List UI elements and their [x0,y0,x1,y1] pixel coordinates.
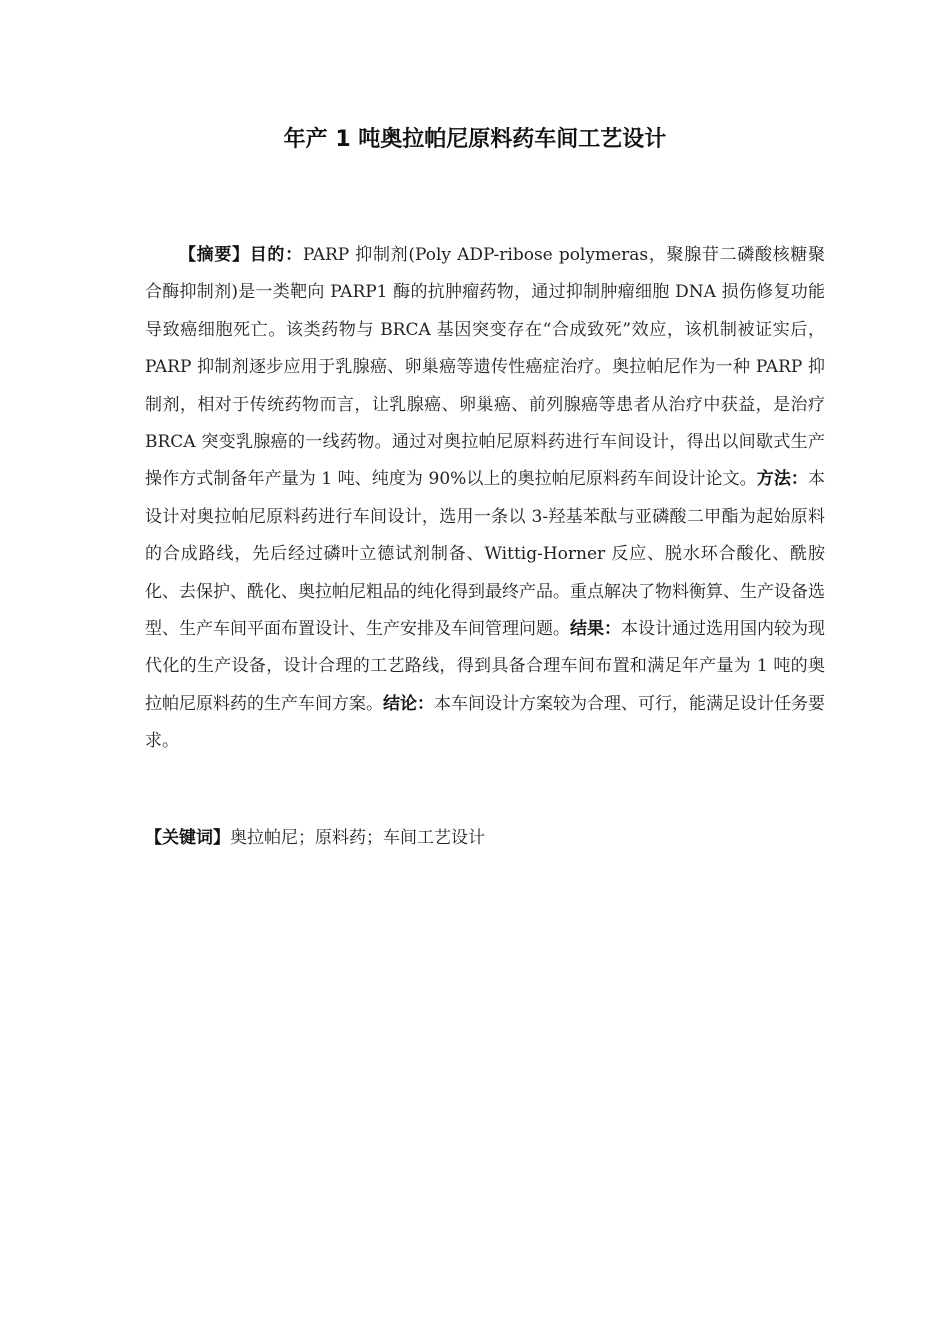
purpose-text: PARP 抑制剂(Poly ADP-ribose polymeras，聚腺苷二磷酸核糖聚合酶抑制剂)是一类靶向 PARP1 酶的抗肿瘤药物，通过抑制肿瘤细胞 DNA 损伤修复功能导致癌细胞死亡。该类药物与 BRCA 基因突变存在“合成致死”效应，该机制被证实后，PARP 抑制剂逐步应用于乳腺癌、卵巢癌等遗传性癌症治疗。奥拉帕尼作为一种 PARP 抑制剂，相对于传统药物而言，让乳腺癌、卵巢癌、前列腺癌等患者从治疗中获益，是治疗 BRCA 突变乳腺癌的一线药物。通过对奥拉帕尼原料药进行车间设计，得出以间歇式生产操作方式制备年产量为 1 吨、纯度为 90%以上的奥拉帕尼原料药车间设计论文。 [145,245,826,490]
result-text: 本设计通过选用国内较为现代化的生产设备，设计合理的工艺路线，得到具备合理车间布置和满足年产量为 1 吨的奥拉帕尼原料药的生产车间方案。 [145,619,825,714]
keywords-label: 【关键词】 [145,828,230,848]
document-title: 年产 1 吨奥拉帕尼原料药车间工艺设计 [283,127,667,152]
method-text: 本设计对奥拉帕尼原料药进行车间设计，选用一条以 3-羟基苯酞与亚磷酸二甲酯为起始原料的合成路线，先后经过磷叶立德试剂制备、Wittig-Horner 反应、脱水环合酸化、酰胺化、去保护、酰化、奥拉帕尼粗品的纯化得到最终产品。重点解决了物料衡算、生产设备选型、生产车间平面布置设计、生产安排及车间管理问题。 [145,469,826,640]
conclusion-text: 本车间设计方案较为合理、可行，能满足设计任务要求。 [145,693,825,752]
keywords-text: 奥拉帕尼；原料药；车间工艺设计 [230,828,485,848]
abstract-label: 【摘要】 [179,245,250,265]
method-label: 方法： [756,469,809,490]
abstract-paragraph [145,237,825,761]
conclusion-label: 结论： [383,693,434,714]
purpose-label: 目的： [249,245,303,265]
result-label: 结果： [570,619,621,640]
keywords-line [145,821,825,855]
